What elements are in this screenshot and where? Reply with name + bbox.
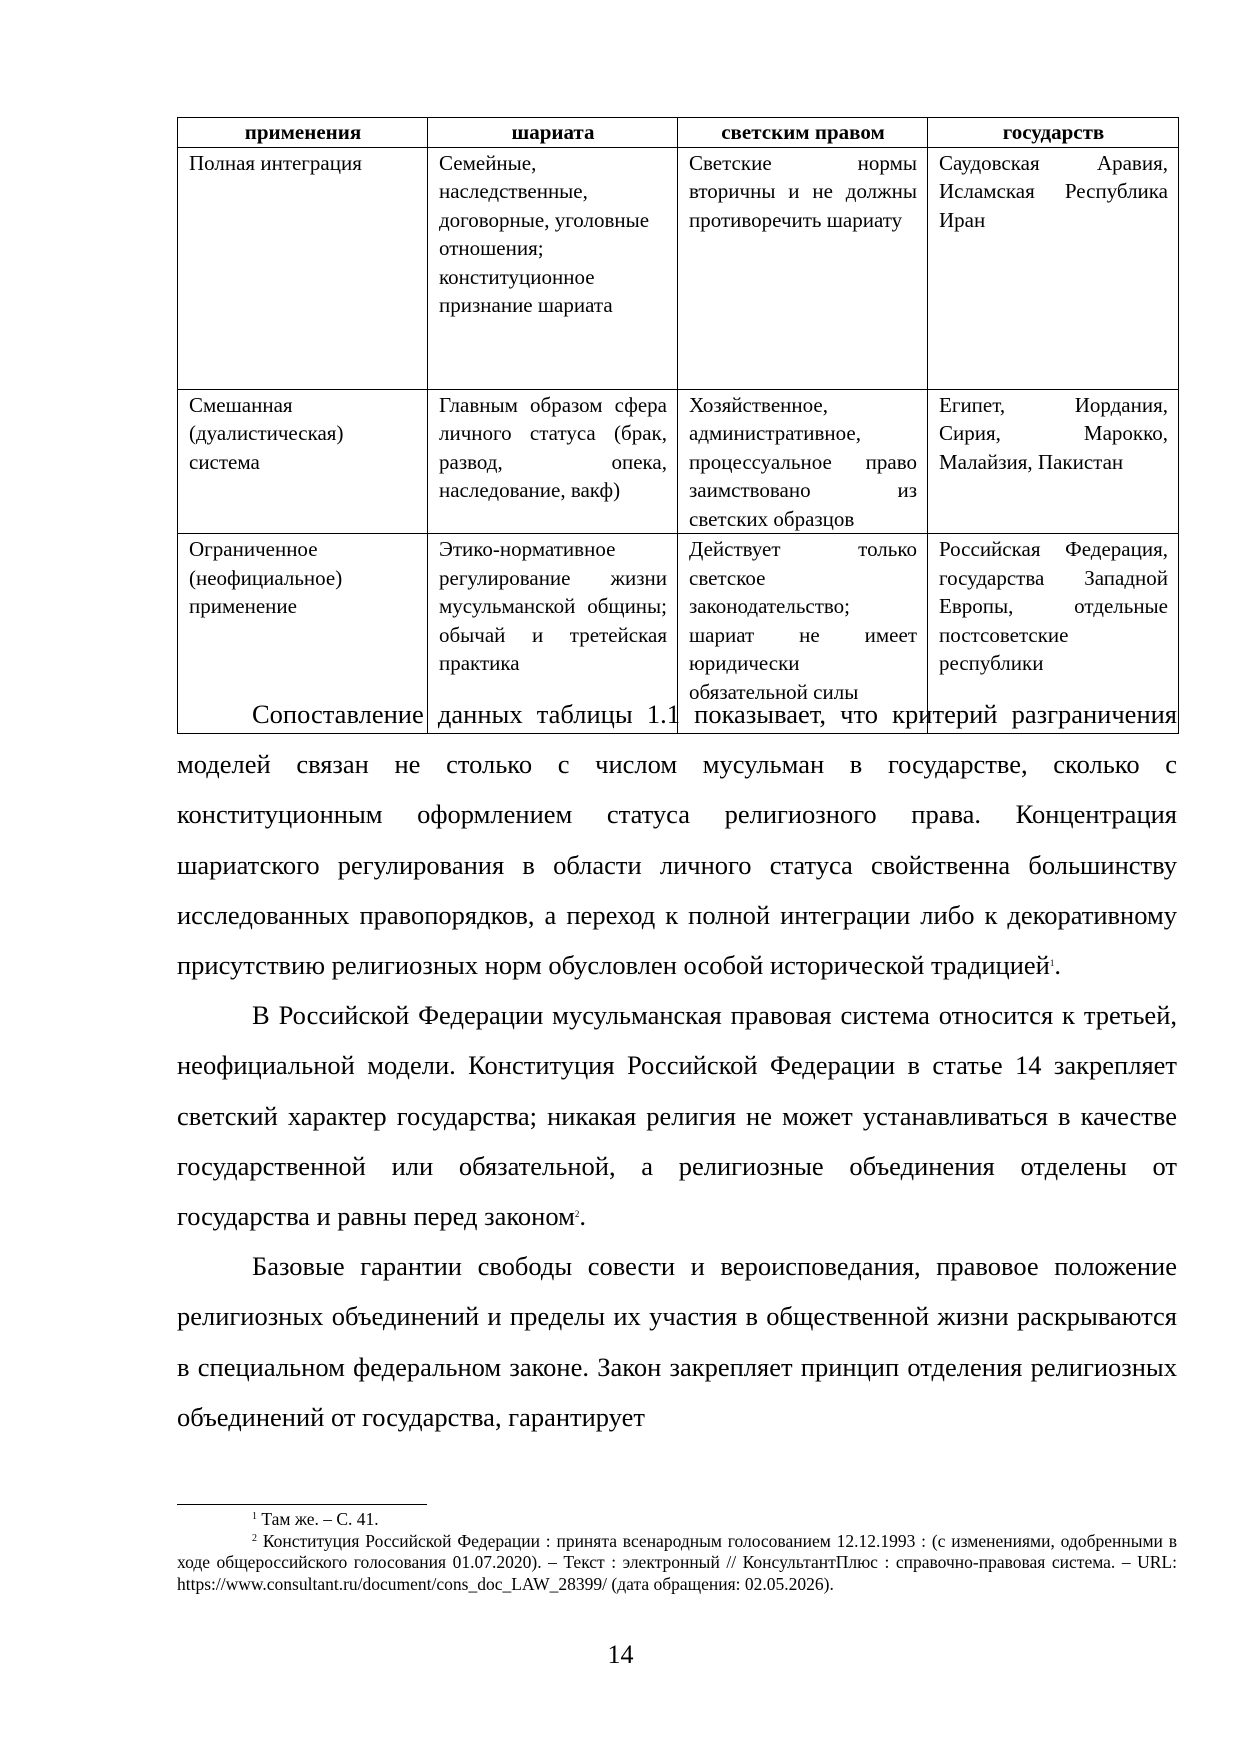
table-cell-model: Ограниченное (неофициальное) применение [178, 534, 428, 734]
footnote-separator [177, 1504, 427, 1505]
footnote-mark: 1 [252, 1511, 257, 1522]
table-cell-model: Смешанная (дуалистическая) система [178, 389, 428, 534]
table-header-cell: светским правом [678, 118, 928, 148]
table-header-row [178, 118, 1179, 148]
table-header-cell: применения [178, 118, 428, 148]
table-header-cell: государств [928, 118, 1179, 148]
table-cell-relation: Действует только светское законодательство; шариат не имеет юридически обязательной силы [678, 534, 928, 734]
table-cell-relation: Светские нормы вторичны и не должны противоречить шариату [678, 147, 928, 389]
footnote [177, 1509, 1177, 1531]
table-cell-relation: Хозяйственное, административное, процессуальное право заимствовано из светских образцов [678, 389, 928, 534]
body-text [177, 689, 1177, 1442]
table-cell-sphere: Семейные, наследственные, договорные, уголовные отношения; конституционное признание шариата [428, 147, 678, 389]
paragraph-text: . [579, 1201, 586, 1232]
table-cell-states: Египет, Иордания, Сирия, Марокко, Малайзия, Пакистан [928, 389, 1179, 534]
paragraph-text: Сопоставление данных таблицы 1.1 показывает, что критерий разграничения моделей связан не столько с числом мусульман в государстве, сколько с конституционным оформлением статуса религиозного права. Концентрация шариатского регулирования в области личного статуса свойственна большинству исследованных правопорядков, а переход к полной интеграции либо к декоративному присутствию религиозных норм обусловлен особой исторической традицией [177, 699, 1177, 981]
footnote-ref[interactable]: 1 [1049, 958, 1055, 969]
footnotes [177, 1509, 1177, 1595]
table-header-cell: шариата [428, 118, 678, 148]
paragraph-text: В Российской Федерации мусульманская правовая система относится к третьей, неофициальной модели. Конституция Российской Федерации в статье 14 закрепляет светский характер государства; никакая религия не может устанавливаться в качестве государственной или обязательной, а религиозные объединения отделены от государства и равны перед законом [177, 1000, 1177, 1232]
table-row [178, 147, 1179, 389]
footnote-ref[interactable]: 2 [574, 1209, 580, 1220]
paragraph-text: . [1054, 950, 1061, 981]
paragraph [177, 990, 1177, 1241]
table-cell-states: Саудовская Аравия, Исламская Республика Иран [928, 147, 1179, 389]
footnote-text: Там же. – С. 41. [261, 1509, 379, 1529]
footnote [177, 1531, 1177, 1596]
table-cell-model: Полная интеграция [178, 147, 428, 389]
paragraph [177, 689, 1177, 990]
footnote-mark: 2 [252, 1532, 257, 1544]
paragraph-text: Базовые гарантии свободы совести и вероисповедания, правовое положение религиозных объединений и пределы их участия в общественной жизни раскрываются в специальном федеральном законе. Закон закрепляет принцип отделения религиозных объединений от государства, гарантирует [177, 1251, 1177, 1432]
paragraph [177, 1241, 1177, 1442]
page-number: 14 [607, 1640, 634, 1669]
comparison-table [177, 117, 1179, 734]
table-cell-sphere: Главным образом сфера личного статуса (брак, развод, опека, наследование, вакф) [428, 389, 678, 534]
table-row [178, 389, 1179, 534]
footnote-text: Конституция Российской Федерации : принята всенародным голосованием 12.12.1993 : (с изменениями, одобренными в ходе общероссийского голосования 01.07.2020). – Текст : электронный // КонсультантПлюс : справочно-правовая система. – URL: https://www.consultant.ru/document/cons_doc_LAW_28399/ (дата обращения: 02.05.2026). [177, 1530, 1177, 1594]
table-cell-states: Российская Федерация, государства Западной Европы, отдельные постсоветские республики [928, 534, 1179, 734]
table-cell-sphere: Этико-нормативное регулирование жизни мусульманской общины; обычай и третейская практика [428, 534, 678, 734]
